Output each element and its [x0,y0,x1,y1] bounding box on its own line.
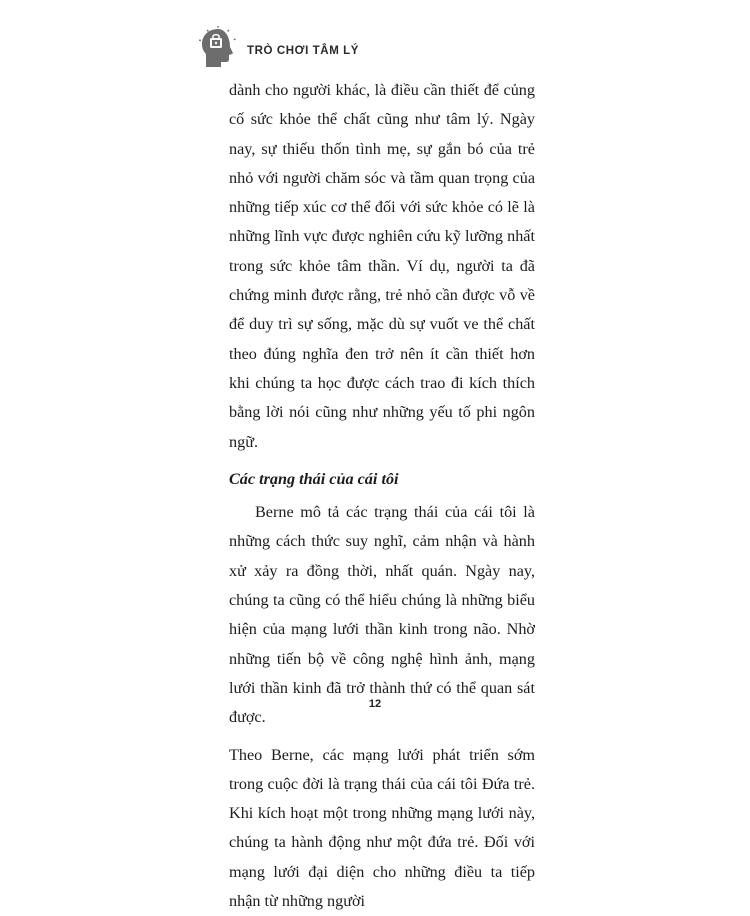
header-title: TRÒ CHƠI TÂM LÝ [247,45,360,57]
running-header [199,26,359,70]
page-body [229,76,535,916]
body-paragraph-1: dành cho người khác, là điều cần thiết để củng cố sức khỏe thể chất cũng như tâm lý. Ngày nay, sự thiếu thốn tình mẹ, sự gắn bó của trẻ nhỏ với người chăm sóc và tầm quan trọng của những tiếp xúc cơ thể đối với sức khỏe có lẽ là những lĩnh vực được nghiên cứu kỹ lưỡng nhất trong sức khỏe tâm thần. Ví dụ, người ta đã chứng minh được rằng, trẻ nhỏ cần được vỗ về để duy trì sự sống, mặc dù sự vuốt ve thể chất theo đúng nghĩa đen trở nên ít cần thiết hơn khi chúng ta học được cách trao đi kích thích bằng lời nói cũng như những yếu tố phi ngôn ngữ. [229,81,535,451]
page-number: 12 [368,698,382,710]
head-with-lock-icon [199,26,237,70]
body-paragraph-3: Theo Berne, các mạng lưới phát triển sớm trong cuộc đời là trạng thái của cái tôi Đứa trẻ. Khi kích hoạt một trong những mạng lưới này, chúng ta hành động như một đứa trẻ. Đối với mạng lưới đại diện cho những điều ta tiếp nhận từ những người [229,745,535,911]
section-heading: Các trạng thái của cái tôi [229,469,399,488]
body-paragraph-2: Berne mô tả các trạng thái của cái tôi là những cách thức suy nghĩ, cảm nhận và hành xử xảy ra đồng thời, nhất quán. Ngày nay, chúng ta cũng có thể hiểu chúng là những biểu hiện của mạng lưới thần kinh trong não. Nhờ những tiến bộ về công nghệ hình ảnh, mạng lưới thần kinh đã trở thành thứ có thể quan sát được. [229,503,535,727]
